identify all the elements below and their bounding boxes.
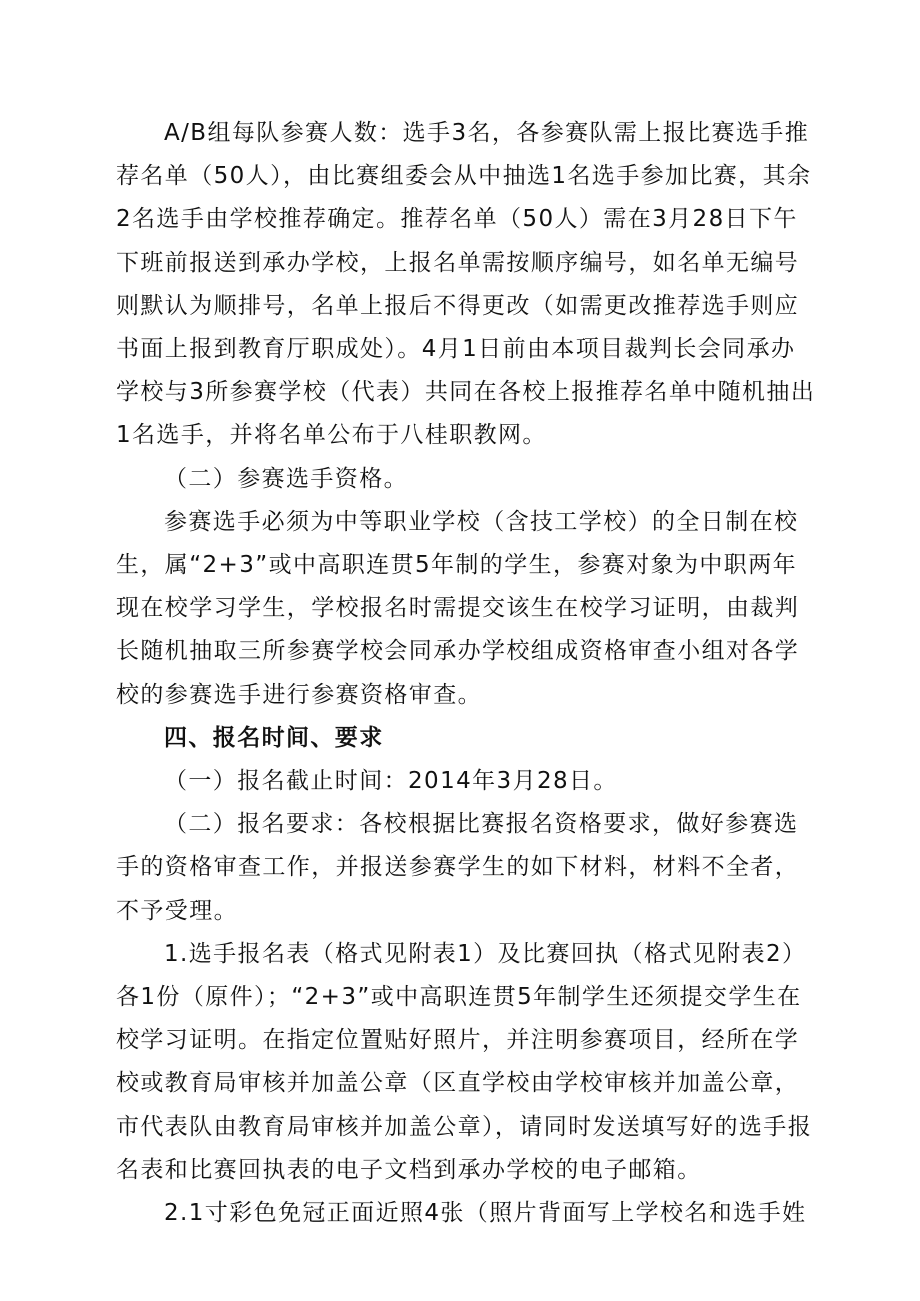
document-body bbox=[116, 112, 816, 1235]
paragraph-item-2: 2.1寸彩色免冠正面近照4张（照片背面写上学校名和选手姓 bbox=[164, 1200, 807, 1227]
paragraph-team-size: A/B组每队参赛人数：选手3名，各参赛队需上报比赛选手推荐名单（50人），由比赛组委会从中抽选1名选手参加比赛，其余2名选手由学校推荐确定。推荐名单（50人）需在3月28日下午下班前报送到承办学校，上报名单需按顺序编号，如名单无编号则默认为顺排号，名单上报后不得更改（如需更改推荐选手则应书面上报到教育厅职成处）。4月1日前由本项目裁判长会同承办学校与3所参赛学校（代表）共同在各校上报推荐名单中随机抽出1名选手，并将名单公布于八桂职教网。 bbox=[116, 120, 816, 449]
section-heading-registration: 四、报名时间、要求 bbox=[164, 724, 384, 751]
paragraph-deadline: （一）报名截止时间：2014年3月28日。 bbox=[164, 768, 618, 795]
paragraph-requirements: （二）报名要求：各校根据比赛报名资格要求，做好参赛选手的资格审查工作，并报送参赛学生的如下材料，材料不全者，不予受理。 bbox=[116, 811, 800, 924]
paragraph-item-1: 1.选手报名表（格式见附表1）及比赛回执（格式见附表2）各1份（原件）；“2+3”或中高职连贯5年制学生还须提交学生在校学习证明。在指定位置贴好照片，并注明参赛项目，经所在学校或教育局审核并加盖公章（区直学校由学校审核并加盖公章，市代表队由教育局审核并加盖公章），请同时发送填写好的选手报名表和比赛回执表的电子文档到承办学校的电子邮箱。 bbox=[116, 940, 813, 1183]
paragraph-eligibility: 参赛选手必须为中等职业学校（含技工学校）的全日制在校生，属“2+3”或中高职连贯5年制的学生，参赛对象为中职两年现在校学习学生，学校报名时需提交该生在校学习证明，由裁判长随机抽取三所参赛学校会同承办学校组成资格审查小组对各学校的参赛选手进行参赛资格审查。 bbox=[116, 508, 800, 708]
subheading-eligibility: （二）参赛选手资格。 bbox=[164, 465, 408, 492]
